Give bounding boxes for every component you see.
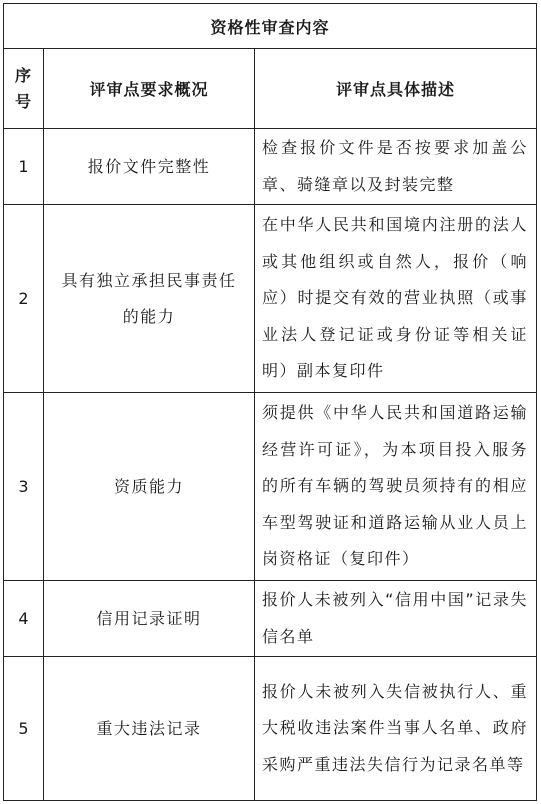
row-number: 4 xyxy=(4,581,44,657)
row-number: 2 xyxy=(4,205,44,393)
row-number: 3 xyxy=(4,393,44,581)
header-no xyxy=(4,49,44,129)
row-requirement: 信用记录证明 xyxy=(44,581,255,657)
row-description: 在中华人民共和国境内注册的法人或其他组织或自然人，报价（响应）时提交有效的营业执照（或事业法人登记证或身份证等相关证明）副本复印件 xyxy=(255,205,537,393)
qualification-review-table xyxy=(3,3,537,801)
row-number: 1 xyxy=(4,129,44,205)
header-no-text: 序号 xyxy=(14,65,32,111)
header-requirement: 评审点要求概况 xyxy=(44,49,255,129)
row-requirement: 重大违法记录 xyxy=(44,657,255,801)
table-title: 资格性审查内容 xyxy=(4,4,537,49)
table-row xyxy=(4,393,537,581)
header-description: 评审点具体描述 xyxy=(255,49,537,129)
row-description: 报价人未被列入“信用中国”记录失信名单 xyxy=(255,581,537,657)
row-description: 须提供《中华人民共和国道路运输经营许可证》，为本项目投入服务的所有车辆的驾驶员须持有的相应车型驾驶证和道路运输从业人员上岗资格证（复印件） xyxy=(255,393,537,581)
row-description: 报价人未被列入失信被执行人、重大税收违法案件当事人名单、政府采购严重违法失信行为记录名单等 xyxy=(255,657,537,801)
row-requirement: 具有独立承担民事责任的能力 xyxy=(44,205,255,393)
row-requirement: 资质能力 xyxy=(44,393,255,581)
row-requirement: 报价文件完整性 xyxy=(44,129,255,205)
table-row xyxy=(4,129,537,205)
row-number: 5 xyxy=(4,657,44,801)
table-row xyxy=(4,657,537,801)
table-row xyxy=(4,205,537,393)
table-row xyxy=(4,581,537,657)
row-description: 检查报价文件是否按要求加盖公章、骑缝章以及封装完整 xyxy=(255,129,537,205)
